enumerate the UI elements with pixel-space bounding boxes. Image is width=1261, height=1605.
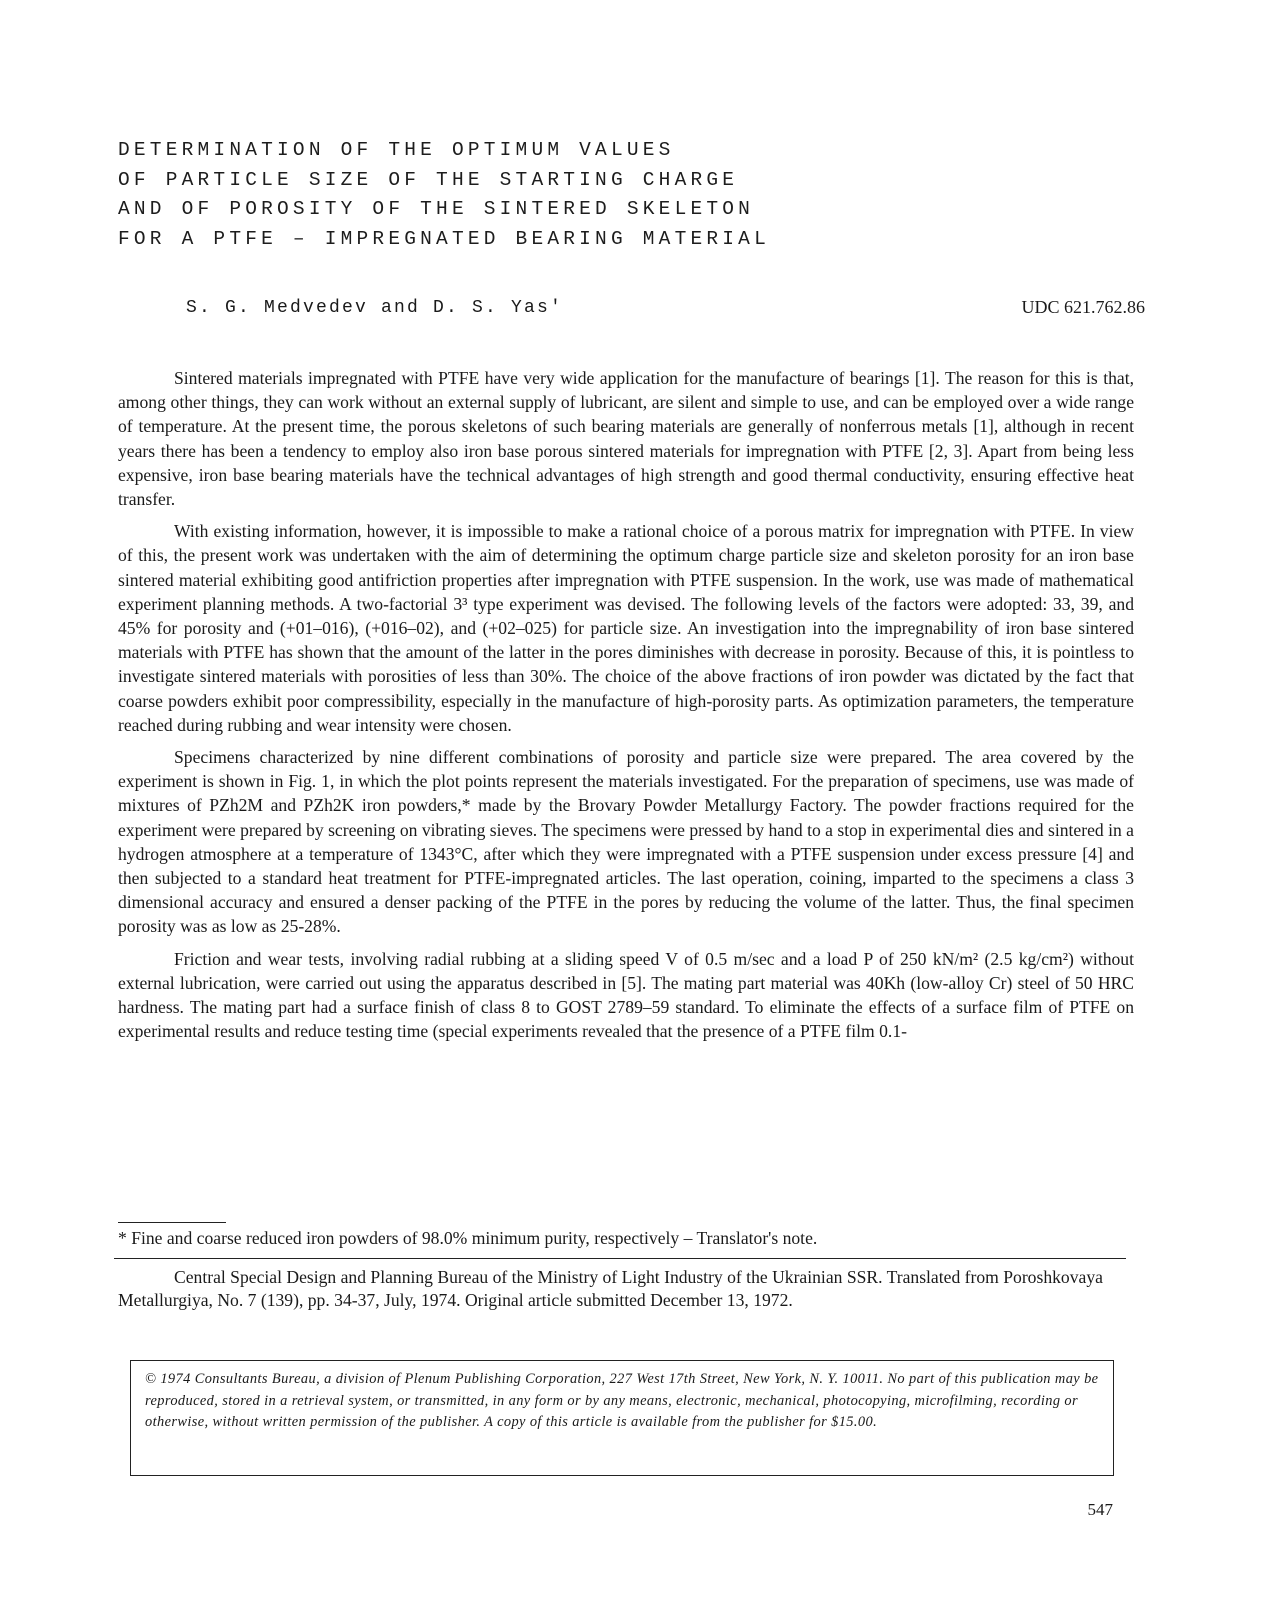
- footnote: * Fine and coarse reduced iron powders of 98.0% minimum purity, respectively – Translator's note.: [118, 1228, 818, 1248]
- body-paragraph: Friction and wear tests, involving radial rubbing at a sliding speed V of 0.5 m/sec and a load P of 250 kN/m² (2.5 kg/cm²) without external lubrication, were carried out using the apparatus described in [5]. The mating part material was 40Kh (low-alloy Cr) steel of 50 HRC hardness. The mating part had a surface finish of class 8 to GOST 2789–59 standard. To eliminate the effects of a surface film of PTFE on experimental results and reduce testing time (special experiments revealed that the presence of a PTFE film 0.1-: [118, 948, 1134, 1042]
- body-paragraph: Specimens characterized by nine different combinations of porosity and particle size were prepared. The area covered by the experiment is shown in Fig. 1, in which the plot points represent the materials investigated. For the preparation of specimens, use was made of mixtures of PZh2M and PZh2K iron powders,* made by the Brovary Powder Metallurgy Factory. The powder fractions required for the experiment were prepared by screening on vibrating sieves. The specimens were pressed by hand to a stop in experimental dies and sintered in a hydrogen atmosphere at a temperature of 1343°C, after which they were impregnated with a PTFE suspension under excess pressure [4] and then subjected to a standard heat treatment for PTFE-impregnated articles. The last operation, coining, imparted to the specimens a class 3 dimensional accuracy and ensured a denser packing of the PTFE in the pores by reducing the volume of the latter. Thus, the final specimen porosity was as low as 25-28%.: [118, 747, 1134, 937]
- article-body: [118, 366, 1134, 1051]
- copyright-text: © 1974 Consultants Bureau, a division of Plenum Publishing Corporation, 227 West 17th Street, New York, N. Y. 10011. No part of this publication may be reproduced, stored in a retrieval system, or transmitted, in any form or by any means, electronic, mechanical, photocopying, microfilming, recording or otherwise, without written permission of the publisher. A copy of this article is available from the publisher for $15.00.: [145, 1371, 1099, 1430]
- body-paragraph: With existing information, however, it is impossible to make a rational choice of a porous matrix for impregnation with PTFE. In view of this, the present work was undertaken with the aim of determining the optimum charge particle size and skeleton porosity for an iron base sintered material exhibiting good antifriction properties after impregnation with PTFE suspension. In the work, use was made of mathematical experiment planning methods. A two-factorial 3³ type experiment was devised. The following levels of the factors were adopted: 33, 39, and 45% for porosity and (+01–016), (+016–02), and (+02–025) for particle size. An investigation into the impregnability of iron base sintered materials with PTFE has shown that the amount of the latter in the pores diminishes with decrease in porosity. Because of this, it is pointless to investigate sintered materials with porosities of less than 30%. The choice of the above fractions of iron powder was dictated by the fact that coarse powders exhibit poor compressibility, especially in the manufacture of high-porosity parts. As optimization parameters, the temperature reached during rubbing and wear intensity were chosen.: [118, 521, 1134, 735]
- title-line: FOR A PTFE – IMPREGNATED BEARING MATERIAL: [118, 227, 770, 250]
- section-divider: [114, 1258, 1126, 1259]
- affiliation-note: [118, 1266, 1128, 1312]
- article-title: [118, 136, 878, 254]
- title-line: AND OF POROSITY OF THE SINTERED SKELETON: [118, 198, 755, 220]
- affiliation-text: Central Special Design and Planning Bureau of the Ministry of Light Industry of the Ukrainian SSR. Translated from Poroshkovaya Metallurgiya, No. 7 (139), pp. 34-37, July, 1974. Original article submitted December 13, 1972.: [118, 1267, 1103, 1310]
- authors: S. G. Medvedev and D. S. Yas': [186, 298, 564, 318]
- title-line: OF PARTICLE SIZE OF THE STARTING CHARGE: [118, 168, 739, 191]
- udc-code: UDC 621.762.86: [1021, 297, 1145, 317]
- footnote-divider: [118, 1222, 226, 1223]
- body-paragraph: Sintered materials impregnated with PTFE have very wide application for the manufacture of bearings [1]. The reason for this is that, among other things, they can work without an external supply of lubricant, are silent and simple to use, and can be employed over a wide range of temperature. At the present time, the porous skeletons of such bearing materials are generally of nonferrous metals [1], although in recent years there has been a tendency to employ also iron base porous sintered materials for impregnation with PTFE [2, 3]. Apart from being less expensive, iron base bearing materials have the technical advantages of high strength and good thermal conductivity, ensuring effective heat transfer.: [118, 368, 1134, 510]
- page-number: 547: [1087, 1500, 1113, 1519]
- copyright-box: [130, 1360, 1114, 1476]
- title-line: DETERMINATION OF THE OPTIMUM VALUES: [118, 139, 675, 161]
